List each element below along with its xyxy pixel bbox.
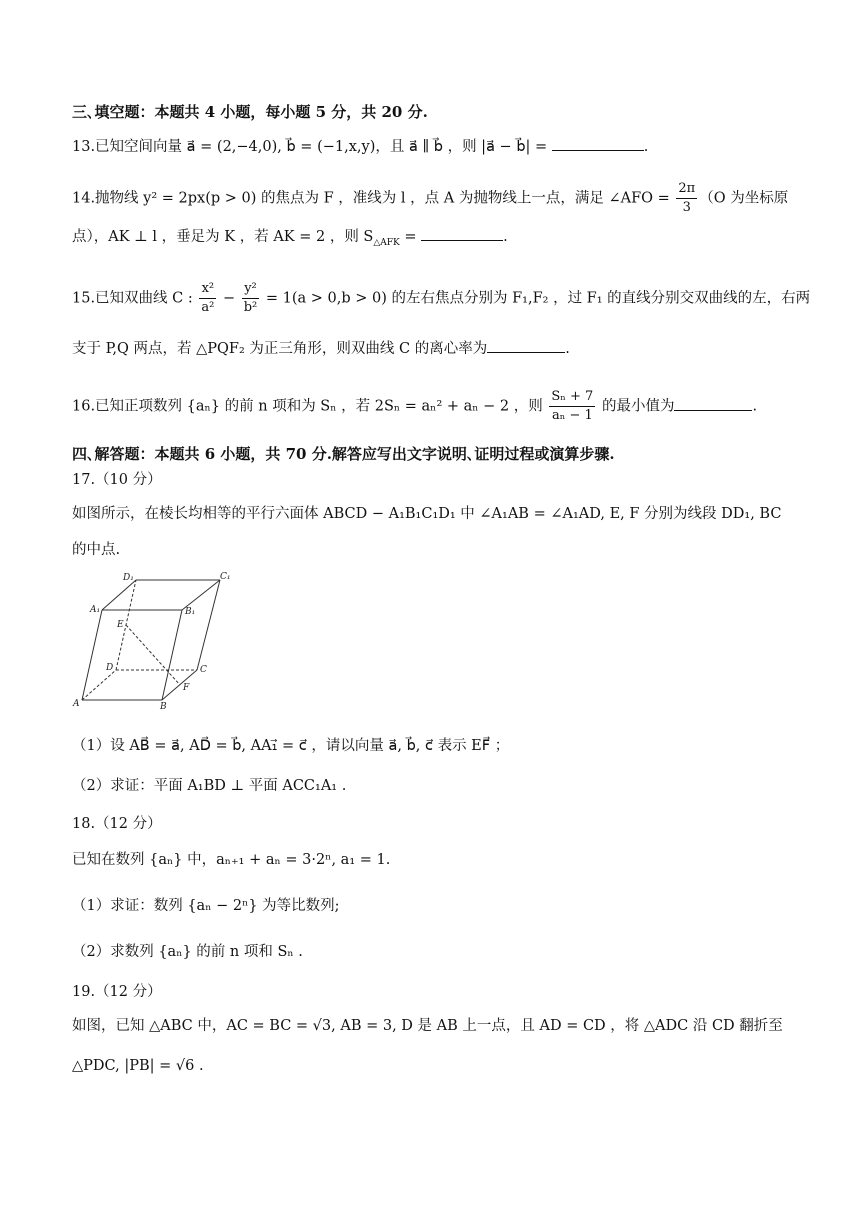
edge-A1D1 bbox=[102, 580, 136, 610]
q15-answer-blank bbox=[487, 338, 565, 353]
q14-tail: （O 为坐标原 bbox=[699, 190, 789, 207]
q17-part1: （1）设 AB⃗ = a⃗, AD⃗ = b⃗, AA₁⃗ = c⃗ ，请以向量 a⃗, b⃗, c⃗ 表示 EF⃗ ； bbox=[72, 738, 510, 754]
q17-header: 17.（10 分） bbox=[72, 472, 162, 488]
q14-end: . bbox=[503, 229, 508, 245]
q15-frac2 bbox=[242, 280, 260, 317]
q14-subscript: △AFK bbox=[373, 237, 400, 248]
q15-prefix: 15.已知双曲线 C : bbox=[72, 290, 198, 307]
q18-header: 18.（12 分） bbox=[72, 816, 162, 832]
q15-f1-num: x² bbox=[199, 280, 216, 299]
label-F: F bbox=[183, 683, 190, 693]
edge-AD bbox=[82, 670, 116, 700]
label-D: D bbox=[106, 663, 114, 673]
edge-BB1 bbox=[162, 610, 182, 700]
label-C: C bbox=[200, 665, 207, 675]
q19-header: 19.（12 分） bbox=[72, 984, 162, 1000]
q14-frac-num: 2π bbox=[676, 180, 697, 199]
q15-f2-den: b² bbox=[243, 300, 258, 315]
q17-line2: 的中点. bbox=[72, 542, 121, 558]
label-C1: C₁ bbox=[220, 572, 231, 582]
q15-end: . bbox=[565, 341, 570, 357]
label-D1: D₁ bbox=[123, 573, 134, 583]
q16-fraction bbox=[549, 388, 595, 425]
q14-frac-den: 3 bbox=[682, 200, 691, 215]
q14-text: 14.抛物线 y² = 2px(p > 0) 的焦点为 F ，准线为 l ，点 A 为抛物线上一点，满足 ∠AFO = bbox=[72, 190, 675, 207]
q15-f1-den: a² bbox=[201, 300, 215, 315]
q16-frac-den: aₙ − 1 bbox=[551, 408, 593, 423]
q14-eq: = bbox=[399, 229, 422, 245]
q19-line1: 如图，已知 △ABC 中，AC = BC = √3, AB = 3, D 是 AB 上一点，且 AD = CD ，将 △ADC 沿 CD 翻折至 bbox=[72, 1018, 783, 1034]
q14-answer-blank bbox=[421, 226, 503, 241]
question-13 bbox=[72, 136, 802, 157]
section3-title: 三､填空题：本题共 4 小题，每小题 5 分，共 20 分. bbox=[72, 103, 428, 121]
parallelepiped-diagram bbox=[72, 570, 232, 710]
q15-tail: = 1(a > 0,b > 0) 的左右焦点分别为 F₁,F₂ ，过 F₁ 的直线分别交双曲线的左，右两 bbox=[261, 290, 811, 307]
label-E: E bbox=[117, 620, 124, 630]
label-A: A bbox=[73, 699, 80, 709]
q16-frac-num: Sₙ + 7 bbox=[549, 388, 595, 407]
parallelepiped-figure bbox=[72, 570, 232, 710]
question-14-line2 bbox=[72, 226, 802, 253]
q18-part1: （1）求证：数列 {aₙ − 2ⁿ} 为等比数列; bbox=[72, 898, 340, 914]
q13-text: 13.已知空间向量 a⃗ = (2,−4,0), b⃗ = (−1,x,y)，且 a⃗ ∥ b⃗ ，则 |a⃗ − b⃗| = bbox=[72, 139, 552, 155]
label-A1: A₁ bbox=[90, 605, 101, 615]
question-15-line2 bbox=[72, 338, 802, 359]
q13-answer-blank bbox=[552, 136, 644, 151]
label-B1: B₁ bbox=[185, 607, 196, 617]
q17-line1: 如图所示，在棱长均相等的平行六面体 ABCD − A₁B₁C₁D₁ 中 ∠A₁AB = ∠A₁AD, E, F 分别为线段 DD₁, BC bbox=[72, 506, 782, 522]
q14-fraction bbox=[676, 180, 697, 217]
q16-prefix: 16.已知正项数列 {aₙ} 的前 n 项和为 Sₙ ，若 2Sₙ = aₙ² + aₙ − 2 ，则 bbox=[72, 398, 548, 415]
q18-part2: （2）求数列 {aₙ} 的前 n 项和 Sₙ . bbox=[72, 944, 303, 960]
q14-line2: 点），AK ⊥ l ，垂足为 K ，若 AK = 2 ，则 S bbox=[72, 229, 374, 245]
edge-AA1 bbox=[82, 610, 102, 700]
q19-line2: △PDC, |PB| = √6 . bbox=[72, 1058, 204, 1074]
q16-tail: 的最小值为 bbox=[597, 398, 675, 415]
q16-answer-blank bbox=[674, 396, 752, 411]
q15-f2-num: y² bbox=[242, 280, 260, 299]
label-B: B bbox=[160, 702, 167, 710]
question-15-line1 bbox=[72, 280, 811, 317]
q13-end: . bbox=[643, 139, 649, 155]
q18-line1: 已知在数列 {aₙ} 中，aₙ₊₁ + aₙ = 3·2ⁿ, a₁ = 1. bbox=[72, 852, 391, 868]
q15-frac1 bbox=[199, 280, 216, 317]
question-16 bbox=[72, 388, 802, 425]
section4-title: 四､解答题：本题共 6 小题，共 70 分.解答应写出文字说明､证明过程或演算步骤. bbox=[72, 445, 615, 463]
q15-line2: 支于 P,Q 两点，若 △PQF₂ 为正三角形，则双曲线 C 的离心率为 bbox=[72, 341, 488, 357]
q16-end: . bbox=[752, 398, 758, 415]
question-14-line1 bbox=[72, 180, 802, 217]
edge-CC1 bbox=[197, 580, 220, 670]
q17-part2: （2）求证：平面 A₁BD ⊥ 平面 ACC₁A₁ . bbox=[72, 778, 347, 794]
q15-minus: − bbox=[218, 290, 240, 307]
edge-B1C1 bbox=[182, 580, 220, 610]
